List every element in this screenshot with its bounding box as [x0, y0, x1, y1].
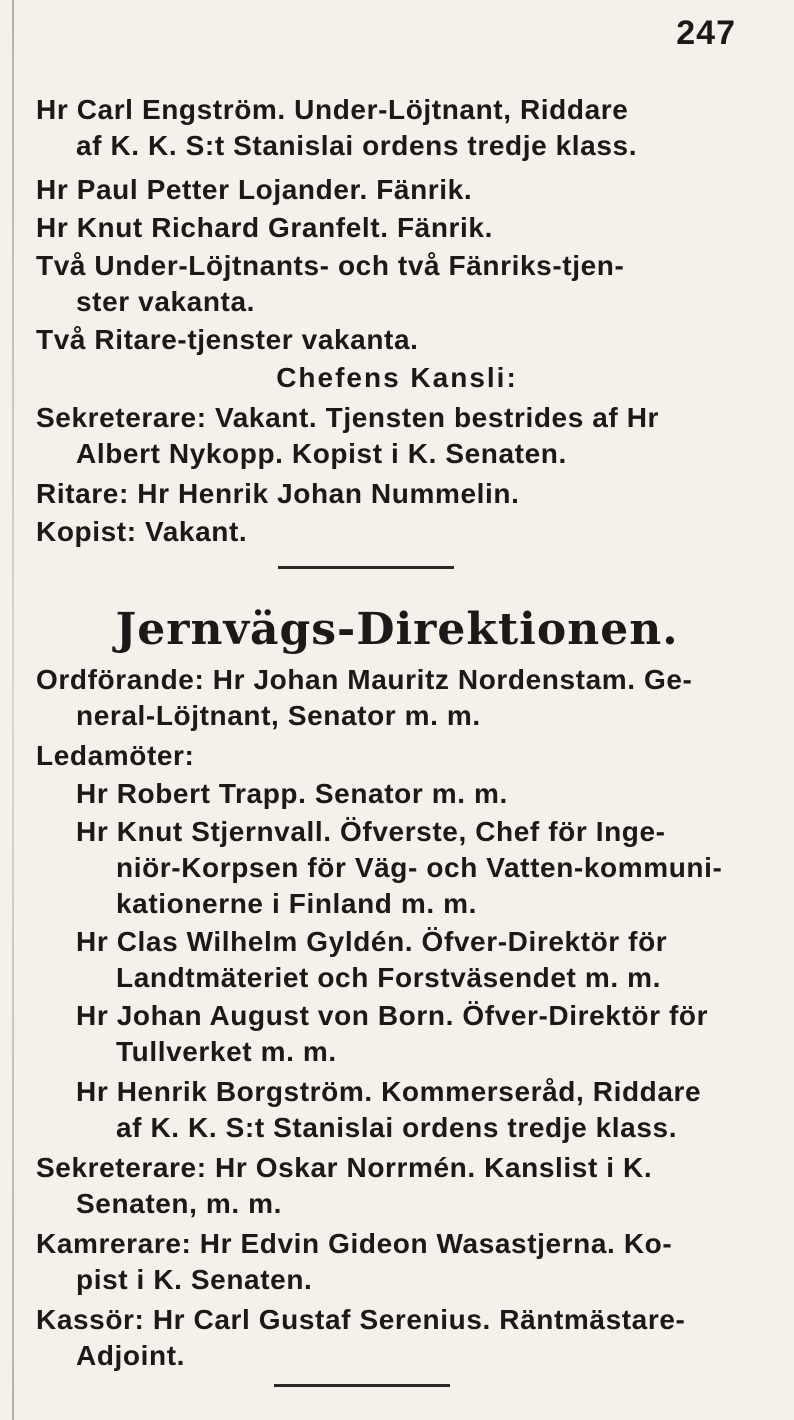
entry-line: Kamrerare: Hr Edvin Gideon Wasastjerna. Ko- [36, 1228, 673, 1259]
entry-gylden [36, 924, 776, 996]
section-title: Jernvägs-Direktionen. [115, 604, 679, 655]
entry-line: Ledamöter: [36, 740, 195, 771]
entry-line: Sekreterare: Hr Oskar Norrmén. Kanslist i K. [36, 1152, 653, 1183]
entry-sekreterare-direktion [36, 1150, 776, 1222]
bottom-divider [274, 1384, 450, 1387]
entry-line: ster vakanta. [76, 286, 256, 317]
entry-line: Adjoint. [76, 1340, 185, 1371]
entry-line: Kassör: Hr Carl Gustaf Serenius. Räntmästare- [36, 1304, 686, 1335]
entry-kamrerare [36, 1226, 776, 1298]
entry-line: Ritare: Hr Henrik Johan Nummelin. [36, 478, 520, 509]
entry-stjernvall [36, 814, 776, 922]
entry-vakanta-tjenster [36, 248, 776, 320]
entry-ritare-kansli [36, 476, 776, 512]
entry-line: Tullverket m. m. [116, 1036, 337, 1067]
kansli-heading: Chefens Kansli: [276, 362, 518, 393]
entry-line: Ordförande: Hr Johan Mauritz Nordenstam. Ge- [36, 664, 693, 695]
entry-line: Två Ritare-tjenster vakanta. [36, 324, 419, 355]
entry-line: Hr Knut Richard Granfelt. Fänrik. [36, 212, 493, 243]
entry-line: niör-Korpsen för Väg- och Vatten-kommuni- [116, 852, 723, 883]
entry-lojander [36, 172, 776, 208]
page-edge-shadow [12, 0, 14, 1420]
entry-kassor [36, 1302, 776, 1374]
entry-borgstrom [36, 1074, 776, 1146]
entry-ordforande [36, 662, 776, 734]
page-number: 247 [676, 14, 736, 52]
entry-granfelt [36, 210, 776, 246]
entry-line: af K. K. S:t Stanislai ordens tredje klass. [116, 1112, 678, 1143]
entry-line: Hr Paul Petter Lojander. Fänrik. [36, 174, 473, 205]
entry-line: Hr Clas Wilhelm Gyldén. Öfver-Direktör för [76, 926, 668, 957]
entry-line: Hr Johan August von Born. Öfver-Direktör för [76, 1000, 709, 1031]
entry-sekreterare-kansli [36, 400, 776, 472]
entry-line: Hr Robert Trapp. Senator m. m. [76, 778, 508, 809]
entry-engstrom [36, 92, 776, 164]
section-divider [278, 566, 454, 569]
entry-line: Hr Knut Stjernvall. Öfverste, Chef för Inge- [76, 816, 666, 847]
entry-kopist-kansli [36, 514, 776, 550]
entry-line: Hr Henrik Borgström. Kommerseråd, Riddare [76, 1076, 702, 1107]
entry-ritare-vakanta [36, 322, 776, 358]
entry-line: Senaten, m. m. [76, 1188, 283, 1219]
entry-line: Landtmäteriet och Forstväsendet m. m. [116, 962, 661, 993]
entry-line: af K. K. S:t Stanislai ordens tredje klass. [76, 130, 638, 161]
entry-line: neral-Löjtnant, Senator m. m. [76, 700, 481, 731]
entry-line: Kopist: Vakant. [36, 516, 248, 547]
entry-line: Sekreterare: Vakant. Tjensten bestrides af Hr [36, 402, 660, 433]
entry-line: Hr Carl Engström. Under-Löjtnant, Riddare [36, 94, 629, 125]
entry-line: Två Under-Löjtnants- och två Fänriks-tjen- [36, 250, 625, 281]
entry-line: pist i K. Senaten. [76, 1264, 313, 1295]
entry-ledamoter-heading [36, 738, 776, 774]
entry-line: Albert Nykopp. Kopist i K. Senaten. [76, 438, 567, 469]
entry-line: kationerne i Finland m. m. [116, 888, 477, 919]
entry-trapp [36, 776, 776, 812]
entry-von-born [36, 998, 776, 1070]
